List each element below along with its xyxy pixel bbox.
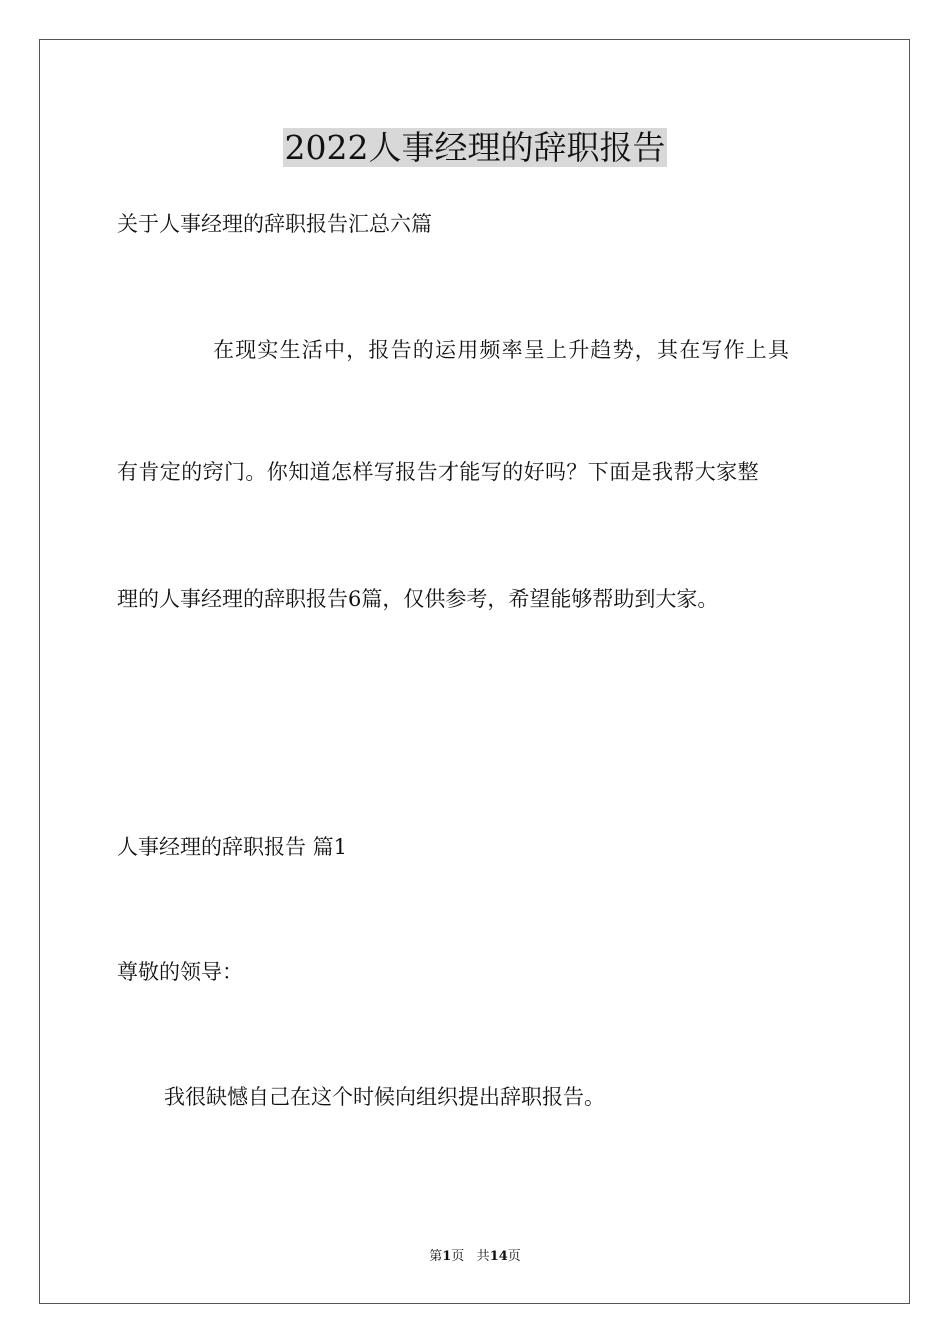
footer-page-prefix: 第 [429,1249,443,1264]
intro-line-1: 在现实生活中，报告的运用频率呈上升趋势，其在写作上具 [213,338,791,362]
footer-total-prefix: 共 [476,1249,490,1264]
footer-page-suffix: 页 [451,1249,465,1264]
intro-line-3: 理的人事经理的辞职报告6篇，仅供参考，希望能够帮助到大家。 [117,587,719,611]
salutation: 尊敬的领导： [117,960,243,984]
body-line: 我很缺憾自己在这个时候向组织提出辞职报告。 [164,1085,605,1109]
footer-total-suffix: 页 [507,1249,521,1264]
intro-line-2: 有肯定的窍门。你知道怎样写报告才能写的好吗？下面是我帮大家整 [117,460,759,484]
footer-page-current: 1 [442,1249,452,1264]
page-footer [0,1248,950,1266]
footer-page-total: 14 [489,1249,508,1264]
document-subtitle: 关于人事经理的辞职报告汇总六篇 [117,212,432,236]
document-title-text: 2022人事经理的辞职报告 [284,128,666,167]
document-title [0,124,950,172]
section-heading: 人事经理的辞职报告 篇1 [117,835,348,859]
